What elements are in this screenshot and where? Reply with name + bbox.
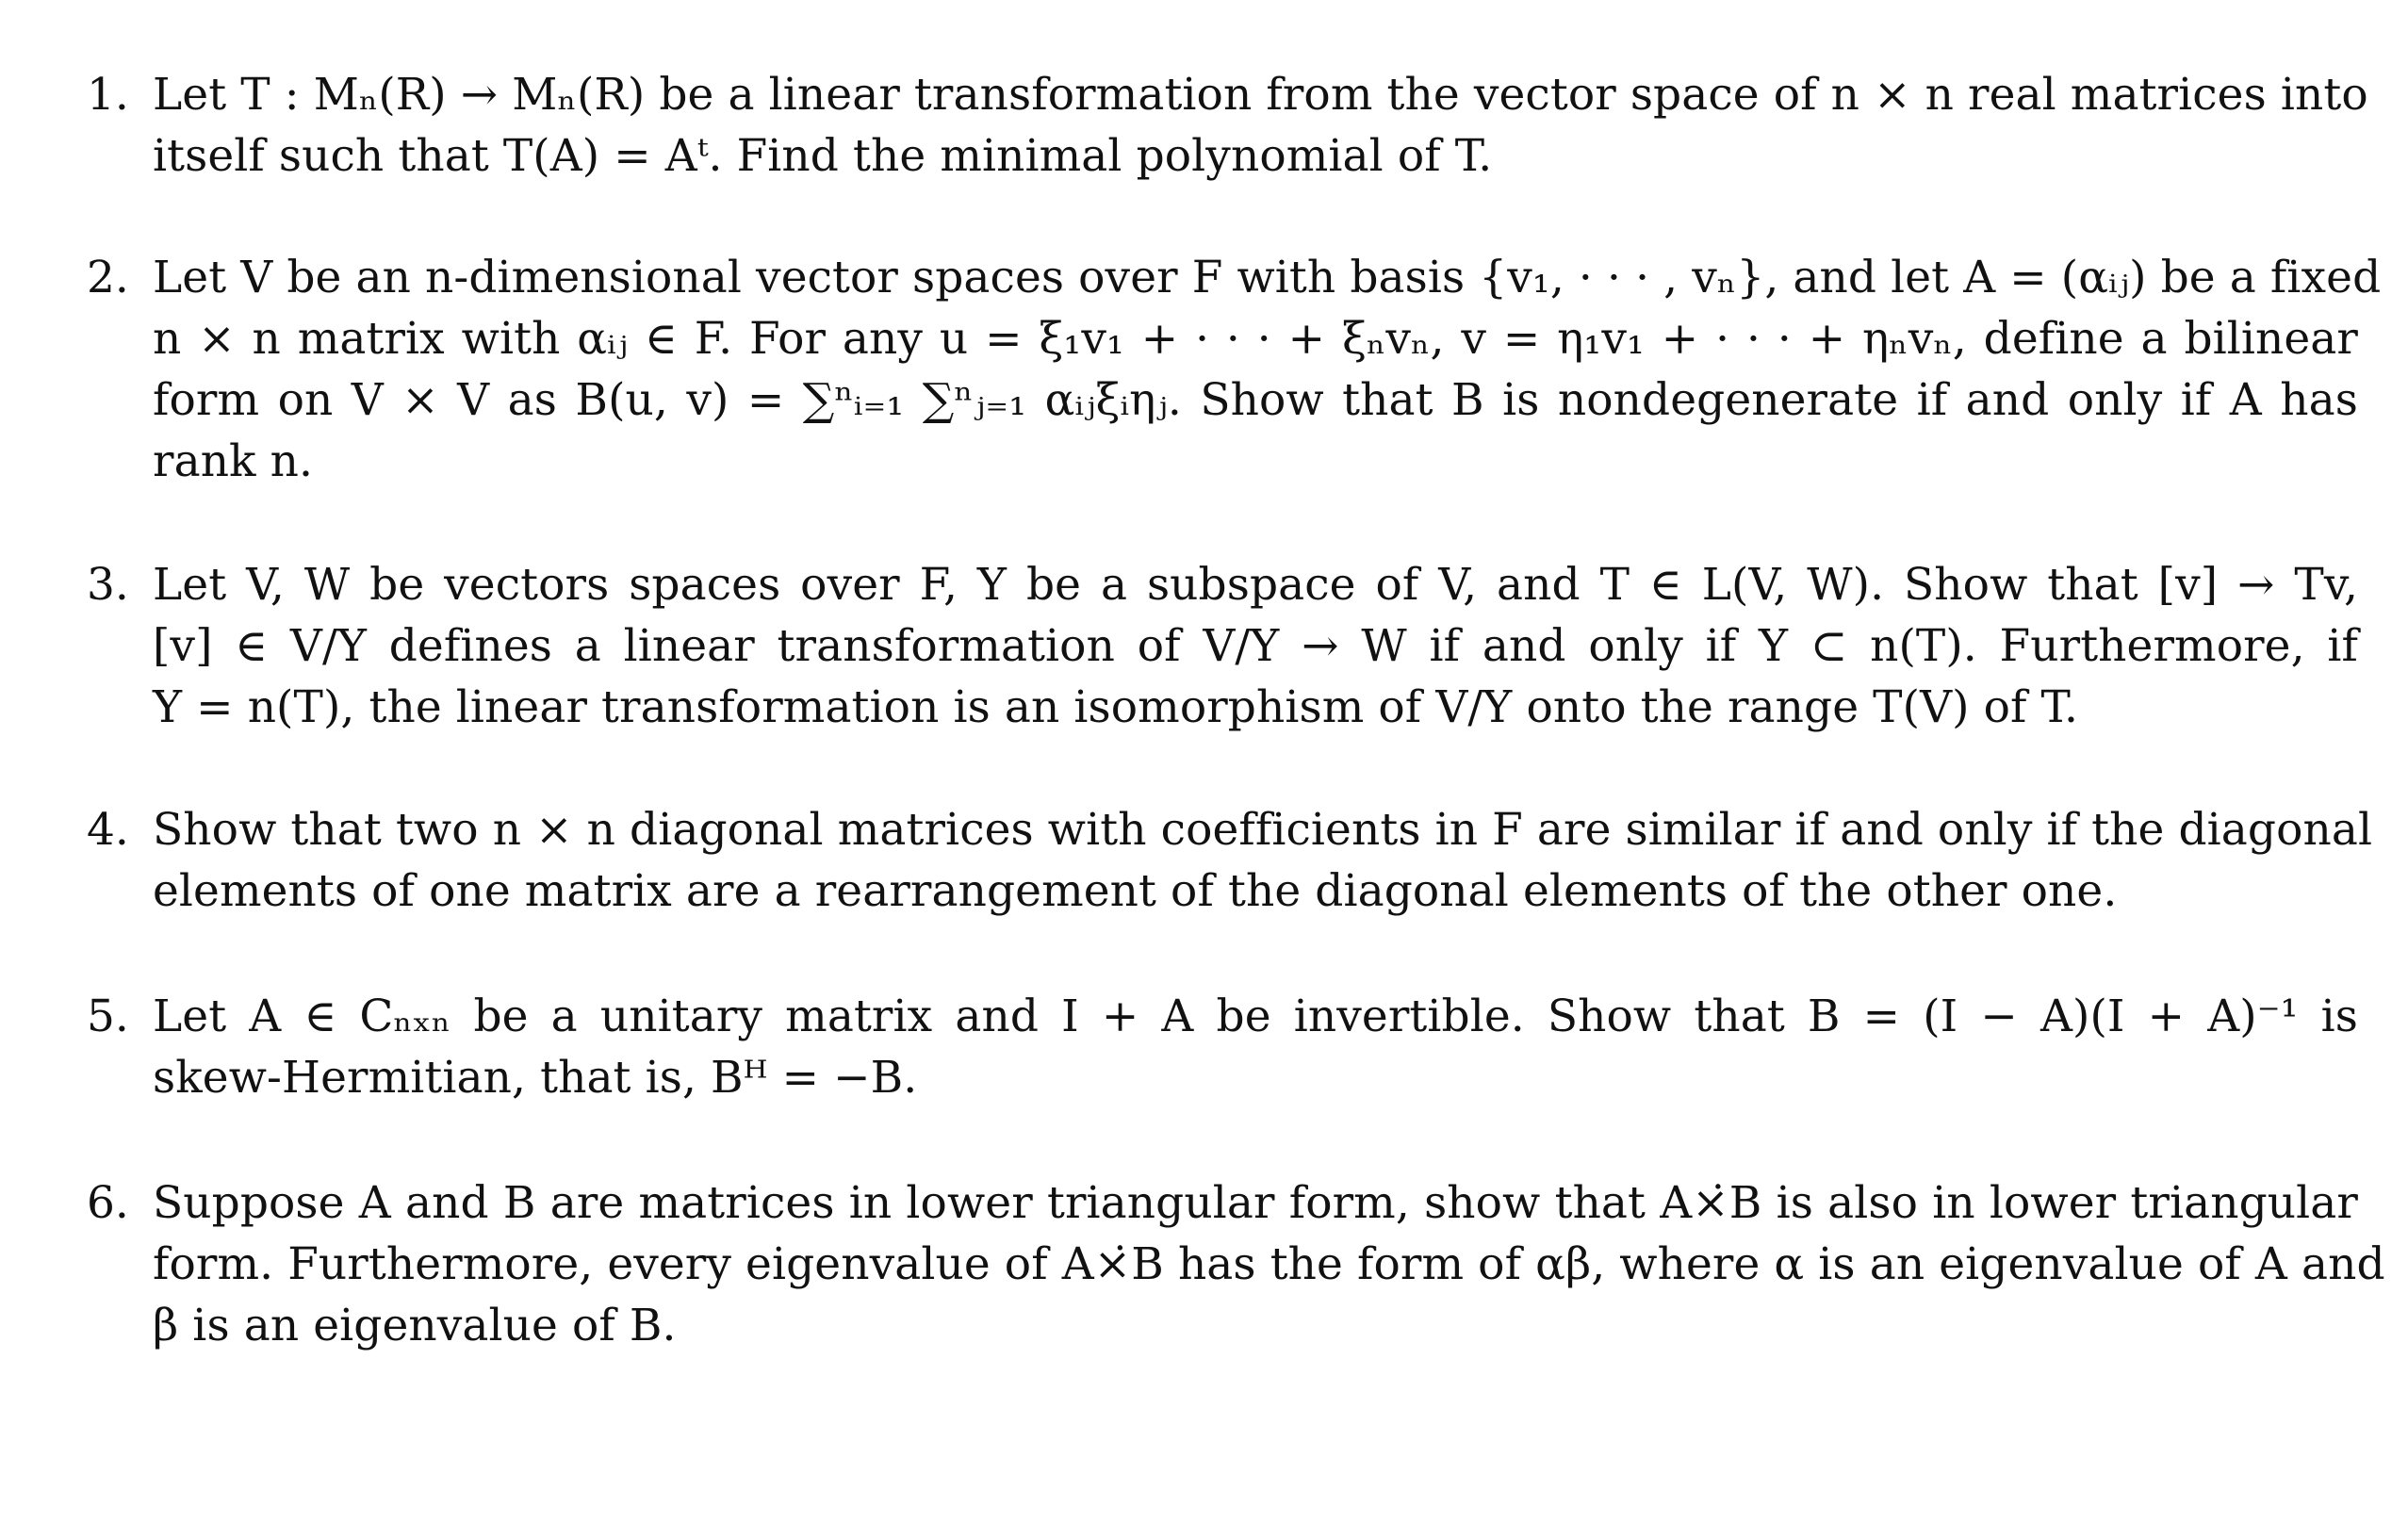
problem-number: 3. xyxy=(87,559,129,611)
problem-number: 6. xyxy=(87,1177,129,1229)
problem-line: [v] ∈ V/Y defines a linear transformation of V/Y → W if and only if Y ⊂ n(T). Furthermore, if xyxy=(153,620,2358,672)
problem-line: Let V, W be vectors spaces over F, Y be a subspace of V, and T ∈ L(V, W). Show that [v] → Tv, xyxy=(153,559,2358,611)
problem-text xyxy=(153,64,2368,187)
problem-text xyxy=(153,986,2358,1108)
problem-line: form. Furthermore, every eigenvalue of A×̇B has the form of αβ, where α is an eigenvalue of A and xyxy=(153,1238,2385,1290)
problem-line: Let V be an n-dimensional vector spaces over F with basis {v₁, · · · , vₙ}, and let A = (αᵢⱼ) be a fixed xyxy=(153,252,2382,303)
problem-number: 4. xyxy=(87,804,129,856)
problem-line: skew-Hermitian, that is, Bᴴ = −B. xyxy=(153,1052,918,1104)
problem-text xyxy=(153,247,2382,492)
problem-number: 5. xyxy=(87,991,129,1042)
problem-text xyxy=(153,554,2358,738)
problem-number: 1. xyxy=(87,69,129,121)
problem-line: Suppose A and B are matrices in lower triangular form, show that A×̇B is also in lower triangular xyxy=(153,1177,2358,1229)
problem-line: Let A ∈ Cₙₓₙ be a unitary matrix and I + A be invertible. Show that B = (I − A)(I + A)⁻¹ is xyxy=(153,991,2358,1042)
problem-line: Show that two n × n diagonal matrices with coefficients in F are similar if and only if the diagonal xyxy=(153,804,2373,856)
problem-line: β is an eigenvalue of B. xyxy=(153,1300,677,1351)
problem-line: n × n matrix with αᵢⱼ ∈ F. For any u = ξ₁v₁ + · · · + ξₙvₙ, v = η₁v₁ + · · · + ηₙvₙ, define a bilinear xyxy=(153,313,2358,365)
problem-line: form on V × V as B(u, v) = ∑ⁿᵢ₌₁ ∑ⁿⱼ₌₁ αᵢⱼξᵢηⱼ. Show that B is nondegenerate if and only if A has xyxy=(153,374,2358,426)
problem-text xyxy=(153,799,2373,922)
problem-line: Y = n(T), the linear transformation is an isomorphism of V/Y onto the range T(V) of T. xyxy=(153,681,2079,733)
problem-line: rank n. xyxy=(153,435,314,487)
problem-text xyxy=(153,1172,2385,1356)
problem-line: Let T : Mₙ(R) → Mₙ(R) be a linear transformation from the vector space of n × n real matrices into xyxy=(153,69,2368,121)
problem-number: 2. xyxy=(87,252,129,303)
problem-line: itself such that T(A) = Aᵗ. Find the minimal polynomial of T. xyxy=(153,130,1493,182)
problem-line: elements of one matrix are a rearrangement of the diagonal elements of the other one. xyxy=(153,865,2118,917)
